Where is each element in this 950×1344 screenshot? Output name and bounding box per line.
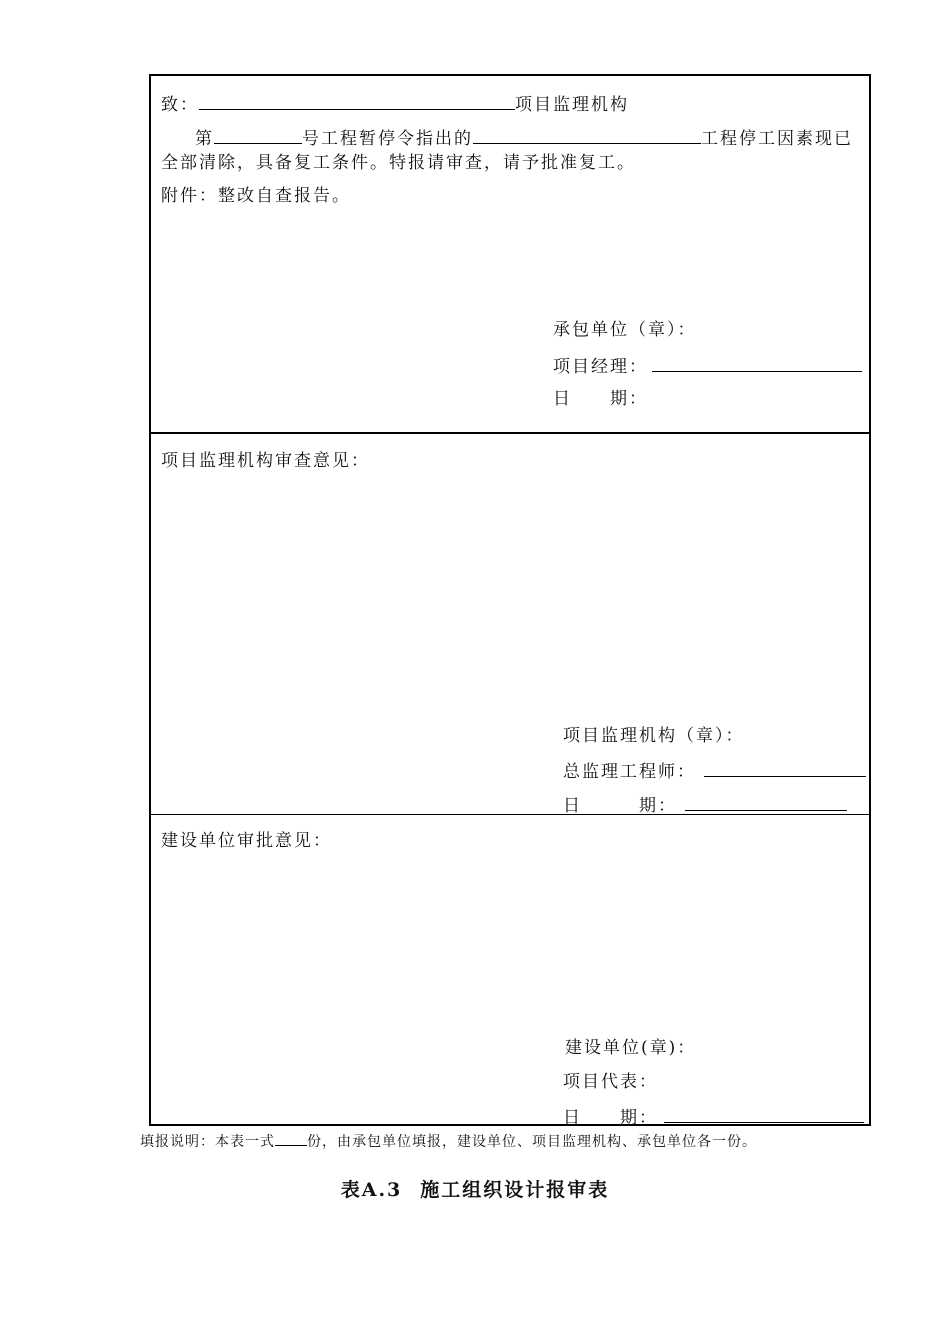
copies-blank[interactable] [275,1133,307,1146]
supervision-date-label: 日 期： [563,796,677,816]
filing-instructions [140,1131,757,1151]
supervision-date-line [563,794,847,816]
owner-date-blank[interactable] [664,1106,864,1123]
order-prefix: 第 [195,129,214,149]
supervision-seal-label: 项目监理机构（章）： [563,726,745,746]
owner-approval-section [151,814,869,1128]
addressee-blank[interactable] [199,93,515,110]
order-number-blank[interactable] [214,127,302,144]
owner-seal-label: 建设单位(章)： [565,1038,697,1058]
order-suffix: 工程停工因素现已 [701,129,853,149]
filing-instructions-prefix: 填报说明：本表一式 [140,1134,275,1150]
chief-engineer-label: 总监理工程师： [563,762,696,782]
owner-date-label: 日 期： [563,1108,658,1128]
chief-engineer-blank[interactable] [704,760,866,777]
addressee-prefix: 致： [161,95,199,115]
supervision-opinion-heading: 项目监理机构审查意见： [161,451,370,471]
project-manager-label: 项目经理： [553,357,648,377]
attachment-line: 附件：整改自查报告。 [161,186,351,206]
owner-date-line [563,1106,864,1128]
contractor-seal-label: 承包单位（章）： [553,320,697,340]
project-manager-line [553,355,862,377]
resumption-application-form [149,74,871,1126]
statement-line-2: 全部清除，具备复工条件。特报请审查，请予批准复工。 [161,153,636,173]
supervision-date-blank[interactable] [685,794,847,811]
order-mid: 号工程暂停令指出的 [302,129,473,149]
project-manager-blank[interactable] [652,355,862,372]
supervision-review-section [151,432,869,816]
applicant-section [151,76,869,432]
addressee-suffix: 项目监理机构 [515,95,629,115]
filing-instructions-suffix: 份，由承包单位填报，建设单位、项目监理机构、承包单位各一份。 [307,1134,757,1150]
owner-representative-label: 项目代表： [563,1072,658,1092]
table-title: 施工组织设计报审表 [420,1179,610,1201]
applicant-date-label: 日 期： [553,389,648,409]
project-part-blank[interactable] [473,127,701,144]
addressee-line [161,93,629,115]
chief-engineer-line [563,760,866,782]
table-number: 表A.3 [340,1179,403,1201]
statement-line-1 [195,127,853,149]
next-table-caption [0,1175,950,1202]
owner-opinion-heading: 建设单位审批意见： [161,831,332,851]
